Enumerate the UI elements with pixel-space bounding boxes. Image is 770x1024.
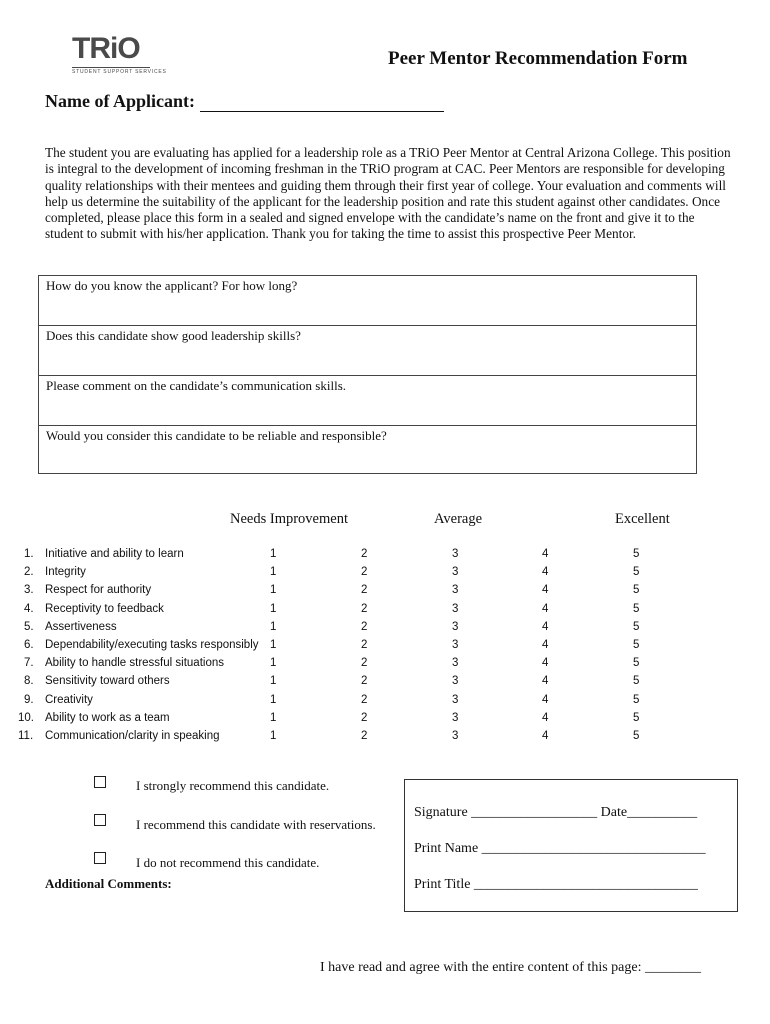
rating-option-4[interactable]: 4 bbox=[542, 602, 549, 615]
question-label: How do you know the applicant? For how long? bbox=[46, 278, 298, 293]
recommend-with-reservations-label: I recommend this candidate with reservations. bbox=[136, 817, 376, 832]
rating-option-5[interactable]: 5 bbox=[633, 639, 640, 651]
print-title-field[interactable]: Print Title ________________________________ bbox=[414, 877, 698, 892]
rating-option-3[interactable]: 3 bbox=[452, 584, 459, 597]
criterion-number: 4. bbox=[24, 602, 34, 615]
rating-row bbox=[0, 603, 770, 621]
rating-option-5[interactable]: 5 bbox=[633, 693, 640, 706]
trio-logo-subtitle: STUDENT SUPPORT SERVICES bbox=[72, 69, 167, 75]
criterion-number: 6. bbox=[24, 639, 34, 651]
applicant-name-label: Name of Applicant: bbox=[45, 91, 195, 111]
criterion-label: Communication/clarity in speaking bbox=[45, 730, 220, 742]
rating-option-3[interactable]: 3 bbox=[452, 675, 459, 688]
rating-row bbox=[0, 566, 770, 584]
rating-option-1[interactable]: 1 bbox=[270, 566, 277, 579]
rating-row bbox=[0, 621, 770, 639]
strongly-recommend-checkbox[interactable] bbox=[94, 776, 106, 788]
rating-option-2[interactable]: 2 bbox=[361, 584, 368, 597]
rating-option-5[interactable]: 5 bbox=[633, 730, 640, 742]
rating-option-4[interactable]: 4 bbox=[542, 566, 549, 579]
signature-date-field[interactable]: Signature __________________ Date__________ bbox=[414, 805, 698, 820]
rating-option-2[interactable]: 2 bbox=[361, 548, 368, 560]
print-name-field[interactable]: Print Name ________________________________ bbox=[414, 841, 706, 856]
rating-row bbox=[0, 694, 770, 712]
rating-option-4[interactable]: 4 bbox=[542, 548, 549, 560]
rating-option-3[interactable]: 3 bbox=[452, 711, 459, 724]
criterion-number: 1. bbox=[24, 548, 34, 560]
rating-row bbox=[0, 675, 770, 693]
question-label: Does this candidate show good leadership skills? bbox=[46, 328, 301, 343]
rating-option-5[interactable]: 5 bbox=[633, 675, 640, 688]
rating-option-5[interactable]: 5 bbox=[633, 566, 640, 579]
criterion-number: 5. bbox=[24, 620, 34, 633]
recommend-with-reservations-checkbox[interactable] bbox=[94, 814, 106, 826]
criterion-number: 10. bbox=[18, 711, 34, 724]
rating-option-3[interactable]: 3 bbox=[452, 566, 459, 579]
applicant-name-field[interactable] bbox=[200, 111, 444, 112]
rating-option-5[interactable]: 5 bbox=[633, 711, 640, 724]
rating-option-1[interactable]: 1 bbox=[270, 711, 277, 724]
criterion-number: 7. bbox=[24, 657, 34, 670]
criterion-label: Dependability/executing tasks responsibly bbox=[45, 639, 259, 651]
rating-option-5[interactable]: 5 bbox=[633, 657, 640, 670]
rating-row bbox=[0, 657, 770, 675]
rating-option-2[interactable]: 2 bbox=[361, 620, 368, 633]
additional-comments-label: Additional Comments: bbox=[45, 876, 172, 891]
agreement-statement[interactable]: I have read and agree with the entire content of this page: ________ bbox=[320, 960, 701, 975]
rating-option-5[interactable]: 5 bbox=[633, 584, 640, 597]
rating-option-2[interactable]: 2 bbox=[361, 675, 368, 688]
criterion-label: Sensitivity toward others bbox=[45, 675, 170, 688]
criterion-number: 8. bbox=[24, 675, 34, 688]
rating-row bbox=[0, 712, 770, 730]
rating-option-1[interactable]: 1 bbox=[270, 620, 277, 633]
rating-option-2[interactable]: 2 bbox=[361, 639, 368, 651]
criterion-label: Receptivity to feedback bbox=[45, 602, 164, 615]
rating-option-4[interactable]: 4 bbox=[542, 693, 549, 706]
page-title: Peer Mentor Recommendation Form bbox=[388, 48, 688, 69]
rating-option-1[interactable]: 1 bbox=[270, 657, 277, 670]
rating-option-4[interactable]: 4 bbox=[542, 730, 549, 742]
rating-option-1[interactable]: 1 bbox=[270, 602, 277, 615]
rating-option-2[interactable]: 2 bbox=[361, 730, 368, 742]
criterion-label: Ability to work as a team bbox=[45, 711, 170, 724]
criterion-label: Ability to handle stressful situations bbox=[45, 657, 224, 670]
rating-option-5[interactable]: 5 bbox=[633, 620, 640, 633]
rating-option-4[interactable]: 4 bbox=[542, 711, 549, 724]
do-not-recommend-checkbox[interactable] bbox=[94, 852, 106, 864]
rating-option-3[interactable]: 3 bbox=[452, 657, 459, 670]
trio-logo: TRiO bbox=[72, 32, 140, 65]
rating-option-1[interactable]: 1 bbox=[270, 675, 277, 688]
rating-option-1[interactable]: 1 bbox=[270, 730, 277, 742]
rating-option-1[interactable]: 1 bbox=[270, 584, 277, 597]
question-box-communication[interactable] bbox=[38, 375, 697, 426]
scale-header-excellent: Excellent bbox=[615, 511, 670, 527]
criterion-number: 11. bbox=[18, 730, 34, 742]
rating-option-2[interactable]: 2 bbox=[361, 602, 368, 615]
rating-row bbox=[0, 730, 770, 748]
rating-option-2[interactable]: 2 bbox=[361, 711, 368, 724]
rating-row bbox=[0, 639, 770, 657]
criterion-number: 9. bbox=[24, 693, 34, 706]
strongly-recommend-label: I strongly recommend this candidate. bbox=[136, 778, 330, 793]
criterion-label: Respect for authority bbox=[45, 584, 152, 597]
criterion-label: Integrity bbox=[45, 566, 86, 579]
rating-option-1[interactable]: 1 bbox=[270, 639, 277, 651]
rating-option-3[interactable]: 3 bbox=[452, 620, 459, 633]
criterion-number: 3. bbox=[24, 584, 34, 597]
criterion-label: Assertiveness bbox=[45, 620, 117, 633]
do-not-recommend-label: I do not recommend this candidate. bbox=[136, 855, 320, 870]
criterion-label: Initiative and ability to learn bbox=[45, 548, 184, 560]
rating-option-4[interactable]: 4 bbox=[542, 657, 549, 670]
rating-row bbox=[0, 584, 770, 602]
rating-option-4[interactable]: 4 bbox=[542, 584, 549, 597]
question-label: Please comment on the candidate’s communication skills. bbox=[46, 378, 347, 393]
rating-option-3[interactable]: 3 bbox=[452, 639, 459, 651]
question-box-reliability[interactable] bbox=[38, 425, 697, 474]
question-label: Would you consider this candidate to be reliable and responsible? bbox=[46, 428, 387, 443]
rating-option-3[interactable]: 3 bbox=[452, 548, 459, 560]
criterion-label: Creativity bbox=[45, 693, 93, 706]
rating-option-2[interactable]: 2 bbox=[361, 566, 368, 579]
rating-option-5[interactable]: 5 bbox=[633, 548, 640, 560]
rating-option-4[interactable]: 4 bbox=[542, 675, 549, 688]
rating-option-2[interactable]: 2 bbox=[361, 693, 368, 706]
rating-option-3[interactable]: 3 bbox=[452, 730, 459, 742]
scale-header-needs-improvement: Needs Improvement bbox=[230, 511, 348, 527]
criterion-number: 2. bbox=[24, 566, 34, 579]
question-box-acquaintance[interactable] bbox=[38, 275, 697, 326]
rating-option-4[interactable]: 4 bbox=[542, 639, 549, 651]
rating-option-5[interactable]: 5 bbox=[633, 602, 640, 615]
rating-option-1[interactable]: 1 bbox=[270, 548, 277, 560]
question-box-leadership[interactable] bbox=[38, 325, 697, 376]
intro-paragraph: The student you are evaluating has applied for a leadership role as a TRiO Peer Mentor at Central Arizona College. This position is integral to the development of incoming freshman in the TRiO program at CAC. Peer Mentors are responsible for developing quality relationships with their mentees and guiding them through their first year of college. Your evaluation and comments will help us determine the suitability of the applicant for the leadership position and rate this student against other candidates. Once completed, please place this form in a sealed and signed envelope with the candidate’s name on the front and give it to the student to submit with his/her application. Thank you for taking the time to assist this prospective Peer Mentor. bbox=[45, 145, 731, 242]
rating-option-3[interactable]: 3 bbox=[452, 602, 459, 615]
rating-option-2[interactable]: 2 bbox=[361, 657, 368, 670]
rating-option-3[interactable]: 3 bbox=[452, 693, 459, 706]
rating-option-1[interactable]: 1 bbox=[270, 693, 277, 706]
rating-row bbox=[0, 548, 770, 566]
scale-header-average: Average bbox=[434, 511, 483, 527]
rating-option-4[interactable]: 4 bbox=[542, 620, 549, 633]
